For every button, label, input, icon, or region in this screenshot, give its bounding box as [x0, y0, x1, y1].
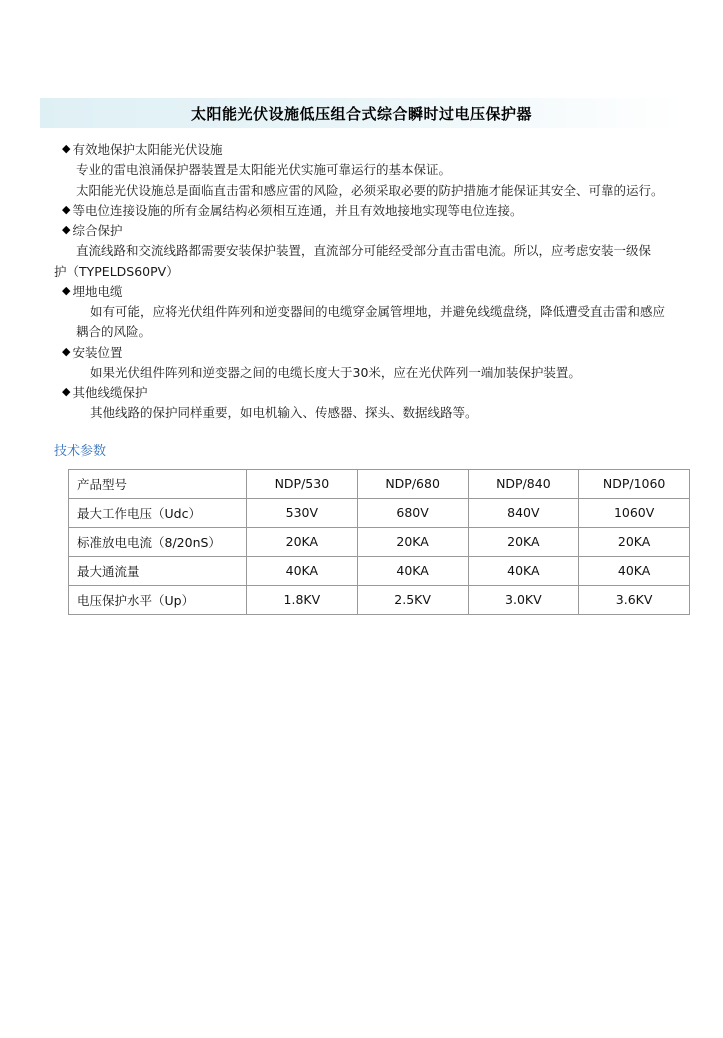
table-cell: 840V [468, 498, 579, 527]
table-cell: NDP/680 [357, 469, 468, 498]
bullet-item-1 [62, 140, 683, 160]
paragraph-4-1: 如有可能，应将光伏组件阵列和逆变器间的电缆穿金属管埋地，并避免线缆盘绕，降低遭受直击雷和感应 [90, 304, 666, 319]
table-cell: 产品型号 [69, 469, 247, 498]
table-cell: 20KA [468, 527, 579, 556]
table-cell: 3.6KV [579, 585, 690, 614]
paragraph-1-2: 太阳能光伏设施总是面临直击雷和感应雷的风险，必须采取必要的防护措施才能保证其安全、可靠的运行。 [76, 182, 664, 198]
table-cell: 3.0KV [468, 585, 579, 614]
table-cell: 2.5KV [357, 585, 468, 614]
table-cell: 最大工作电压（Udc） [69, 498, 247, 527]
table-cell: 20KA [247, 527, 358, 556]
diamond-bullet-icon: ◆ [62, 283, 71, 297]
bullet-label-6: 其他线缆保护 [72, 385, 148, 400]
paragraph-4-2: 耦合的风险。 [76, 324, 152, 340]
table-cell: 20KA [579, 527, 690, 556]
table-cell: 530V [247, 498, 358, 527]
diamond-bullet-icon: ◆ [62, 223, 71, 236]
document-title-banner [40, 98, 683, 128]
table-cell: 最大通流量 [69, 556, 247, 585]
paragraph-3-1: 直流线路和交流线路都需要安装保护装置，直流部分可能经受部分直击雷电流。所以，应考虑安装一级保 [76, 243, 652, 259]
bullet-item-5 [62, 343, 683, 363]
table-cell: NDP/840 [468, 469, 579, 498]
page-title: 太阳能光伏设施低压组合式综合瞬时过电压保护器 [190, 104, 532, 123]
paragraph-5-1: 如果光伏组件阵列和逆变器之间的电缆长度大于30米，应在光伏阵列一端加装保护装置。 [90, 364, 581, 380]
paragraph-3-2: 护（TYPELDS60PV） [54, 263, 179, 279]
table-cell: 40KA [468, 556, 579, 585]
bullet-item-2 [62, 201, 683, 221]
document-page [0, 98, 723, 1038]
bullet-item-3 [62, 221, 683, 241]
table-cell: 20KA [357, 527, 468, 556]
table-cell: 40KA [247, 556, 358, 585]
bullet-label-4: 埋地电缆 [72, 283, 123, 299]
document-body [40, 140, 683, 424]
table-cell: 标准放电电流（8/20nS） [69, 527, 247, 556]
bullet-item-4 [62, 282, 683, 302]
table-cell: 1060V [579, 498, 690, 527]
diamond-bullet-icon: ◆ [62, 344, 71, 358]
table-cell: NDP/1060 [579, 469, 690, 498]
spec-section-heading: 技术参数 [54, 443, 107, 459]
diamond-bullet-icon: ◆ [62, 202, 71, 216]
bullet-label-1: 有效地保护太阳能光伏设施 [72, 142, 223, 157]
diamond-bullet-icon: ◆ [62, 385, 71, 398]
bullet-label-5: 安装位置 [72, 344, 123, 360]
table-cell: 电压保护水平（Up） [69, 585, 247, 614]
table-row-header [69, 469, 690, 498]
paragraph-1-1: 专业的雷电浪涌保护器装置是太阳能光伏实施可靠运行的基本保证。 [76, 162, 452, 178]
bullet-label-3: 综合保护 [72, 223, 123, 238]
bullet-item-6 [62, 383, 683, 403]
table-cell: 680V [357, 498, 468, 527]
table-row [69, 556, 690, 585]
table-cell: NDP/530 [247, 469, 358, 498]
spec-table [68, 469, 690, 615]
table-cell: 40KA [357, 556, 468, 585]
spec-table-wrapper [68, 469, 683, 615]
table-row [69, 585, 690, 614]
table-cell: 1.8KV [247, 585, 358, 614]
table-row [69, 498, 690, 527]
table-cell: 40KA [579, 556, 690, 585]
bullet-label-2: 等电位连接设施的所有金属结构必须相互连通，并且有效地接地实现等电位连接。 [72, 202, 523, 218]
diamond-bullet-icon: ◆ [62, 142, 71, 155]
table-row [69, 527, 690, 556]
paragraph-6-1: 其他线路的保护同样重要，如电机输入、传感器、探头、数据线路等。 [90, 405, 478, 421]
